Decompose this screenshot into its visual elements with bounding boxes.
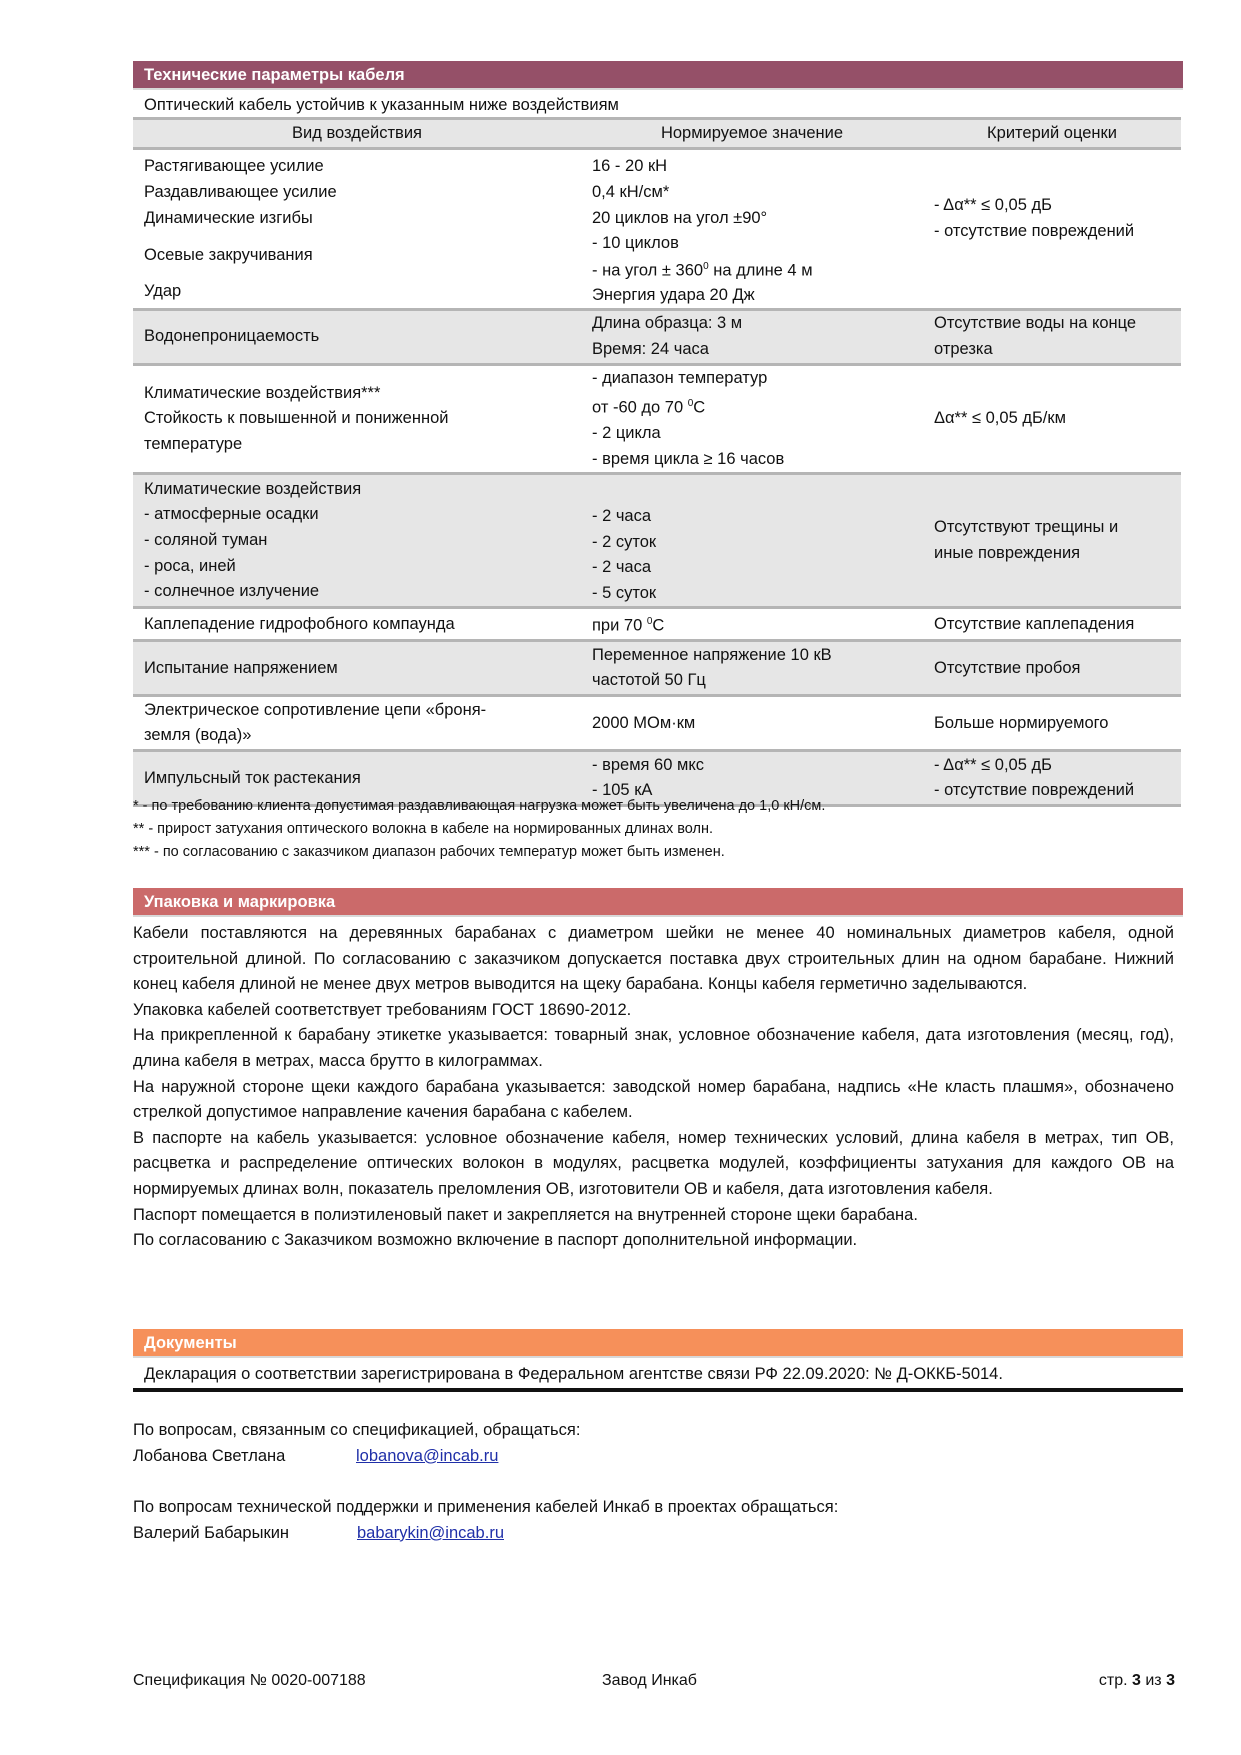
cell-text: - 10 циклов xyxy=(592,234,679,252)
paragraph: Кабели поставляются на деревянных барабанах с диаметром шейки не менее 40 номинальных диаметров кабеля, одной строительной длиной. По согласованию с заказчиком допускается поставка двух строительных длин на одном барабане. Нижний конец кабеля длиной не менее двух метров выводится на щеку барабана. Концы кабеля герметично заделываются. xyxy=(133,924,1174,994)
cell-text: - время цикла ≥ 16 часов xyxy=(592,449,785,468)
cell-text: - 2 часа xyxy=(592,507,652,525)
cell-text: Каплепадение гидрофобного компаунда xyxy=(133,608,581,641)
cell-text: земля (вода)» xyxy=(144,726,252,745)
cell-text: иные повреждения xyxy=(934,543,1081,562)
footer-page-number: стр. 3 из 3 xyxy=(1098,1672,1175,1689)
cell-text: Отсутствие каплепадения xyxy=(923,608,1181,641)
cell-text: - 2 суток xyxy=(592,532,657,551)
cell-text: 16 - 20 кН xyxy=(592,157,668,175)
paragraph: На наружной стороне щеки каждого барабана указывается: заводской номер барабана, надпись «Не класть плашмя», обозначено стрелкой допустимое направление качения барабана с кабелем. xyxy=(133,1077,1174,1122)
section-title-documents: Документы xyxy=(133,1329,1183,1358)
contact-block-1 xyxy=(133,1418,580,1469)
contact-name: Лобанова Светлана xyxy=(133,1446,286,1465)
paragraph: Упаковка кабелей соответствует требованиям ГОСТ 18690-2012. xyxy=(133,1000,632,1019)
cell-text: - соляной туман xyxy=(144,531,268,550)
cell-text: 0,4 кН/см* xyxy=(592,183,670,201)
cell-text: - 2 цикла xyxy=(592,424,661,443)
contact-question: По вопросам технической поддержки и применения кабелей Инкаб в проектах обращаться: xyxy=(133,1498,839,1516)
cell-text: Осевые закручивания xyxy=(144,246,313,264)
cell-text: - диапазон температур xyxy=(592,368,768,387)
tech-params-table xyxy=(133,117,1181,807)
cell-text: температуре xyxy=(144,434,243,453)
cell-text: Время: 24 часа xyxy=(592,339,709,358)
cell-text: - атмосферные осадки xyxy=(144,505,319,524)
contact-question: По вопросам, связанным со спецификацией, обращаться: xyxy=(133,1421,581,1439)
paragraph: Паспорт помещается в полиэтиленовый пакет и закрепляется на внутренней стороне щеки барабана. xyxy=(133,1205,918,1224)
cell-text: от -60 до 70 $^0$С xyxy=(592,398,706,417)
cell-text: Растягивающее усилие xyxy=(144,157,324,175)
cell-text: Больше нормируемого xyxy=(923,696,1181,751)
cell-text: Переменное напряжение 10 кВ xyxy=(592,645,832,664)
cell-text: Климатические воздействия*** xyxy=(144,383,381,402)
table-row xyxy=(133,149,1181,310)
paragraph: В паспорте на кабель указывается: условное обозначение кабеля, номер технических условий, длина кабеля в метрах, тип ОВ, расцветка и распределение оптических волокон в модулях, расцветка модулей, коэффициенты затухания для каждого ОВ на нормируемых длинах волн, показатель преломления ОВ, изготовители ОВ и кабеля, дата изготовления кабеля. xyxy=(133,1128,1174,1198)
table-row xyxy=(133,309,1181,364)
cell-text: Испытание напряжением xyxy=(133,641,581,696)
cell-text: Электрическое сопротивление цепи «броня- xyxy=(144,700,487,719)
table-row xyxy=(133,364,1181,474)
cell-text: при 70 $^0$С xyxy=(581,608,923,641)
footnote: *** - по согласованию с заказчиком диапазон рабочих температур может быть изменен. xyxy=(133,844,725,860)
col-header-value: Нормируемое значение xyxy=(581,119,923,149)
cell-text: Удар xyxy=(144,282,182,300)
cell-text: Отсутствие пробоя xyxy=(923,641,1181,696)
cell-text: 2000 МОм·км xyxy=(581,696,923,751)
cell-text: частотой 50 Гц xyxy=(592,671,706,690)
table-header-row xyxy=(133,119,1181,149)
cell-text: 20 циклов на угол ±90° xyxy=(592,209,768,227)
cell-text: Водонепроницаемость xyxy=(133,309,581,364)
section-title-packing: Упаковка и маркировка xyxy=(133,888,1183,917)
cell-text: Импульсный ток растекания xyxy=(133,751,581,806)
cell-text: - 2 часа xyxy=(592,558,652,577)
cell-text: Динамические изгибы xyxy=(144,209,313,227)
col-header-type: Вид воздействия xyxy=(133,119,581,149)
table-row xyxy=(133,696,1181,751)
footnote: ** - прирост затухания оптического волокна в кабеле на нормированных длинах волн. xyxy=(133,821,714,837)
cell-text: Отсутствуют трещины и xyxy=(934,518,1119,537)
paragraph: На прикрепленной к барабану этикетке указывается: товарный знак, условное обозначение кабеля, дата изготовления (месяц, год), длина кабеля в метрах, масса брутто в килограммах. xyxy=(133,1026,1174,1070)
contact-email-link[interactable]: babarykin@incab.ru xyxy=(357,1523,504,1542)
table-row xyxy=(133,641,1181,696)
col-header-criteria: Критерий оценки xyxy=(923,119,1181,149)
contact-email-link[interactable]: lobanova@incab.ru xyxy=(356,1446,499,1465)
tech-subtitle: Оптический кабель устойчив к указанным ниже воздействиям xyxy=(144,96,619,114)
declaration: Декларация о соответствии зарегистрирована в Федеральном агентстве связи РФ 22.09.2020: № Д-ОККБ-5014. xyxy=(133,1361,1183,1392)
footnote: * - по требованию клиента допустимая раздавливающая нагрузка может быть увеличена до 1,0 кН/см. xyxy=(133,798,826,814)
cell-text: - солнечное излучение xyxy=(144,582,320,601)
cell-text: - роса, иней xyxy=(144,556,236,575)
cell-text: - Δα** ≤ 0,05 дБ xyxy=(934,755,1052,774)
cell-text: Отсутствие воды на конце xyxy=(934,313,1137,332)
footer-company: Завод Инкаб xyxy=(602,1672,697,1689)
contact-name: Валерий Бабарыкин xyxy=(133,1523,290,1542)
section-title-tech: Технические параметры кабеля xyxy=(133,61,1183,90)
footer-spec-number: Спецификация № 0020-007188 xyxy=(133,1672,366,1689)
cell-text: Стойкость к повышенной и пониженной xyxy=(144,409,449,428)
cell-text: - 5 суток xyxy=(592,583,657,602)
cell-text: - на угол ± $360^0$ на длине 4 м xyxy=(592,261,813,280)
cell-text: Климатические воздействия xyxy=(144,479,362,498)
packing-text xyxy=(133,921,1174,1254)
cell-text: Длина образца: 3 м xyxy=(592,313,743,332)
table-row xyxy=(133,474,1181,608)
cell-text: - Δα** ≤ 0,05 дБ xyxy=(934,196,1052,215)
cell-text: - время 60 мкс xyxy=(592,755,704,774)
cell-text: Энергия удара 20 Дж xyxy=(592,285,755,304)
cell-text: - отсутствие повреждений xyxy=(934,221,1135,240)
cell-text: - 105 кА xyxy=(592,781,653,800)
table-row xyxy=(133,608,1181,641)
cell-text: Раздавливающее усилие xyxy=(144,183,337,201)
paragraph: По согласованию с Заказчиком возможно включение в паспорт дополнительной информации. xyxy=(133,1231,858,1250)
cell-text: - отсутствие повреждений xyxy=(934,781,1135,800)
cell-text: отрезка xyxy=(934,339,993,358)
contact-block-2 xyxy=(133,1495,838,1546)
cell-text: Δα** ≤ 0,05 дБ/км xyxy=(923,364,1181,474)
